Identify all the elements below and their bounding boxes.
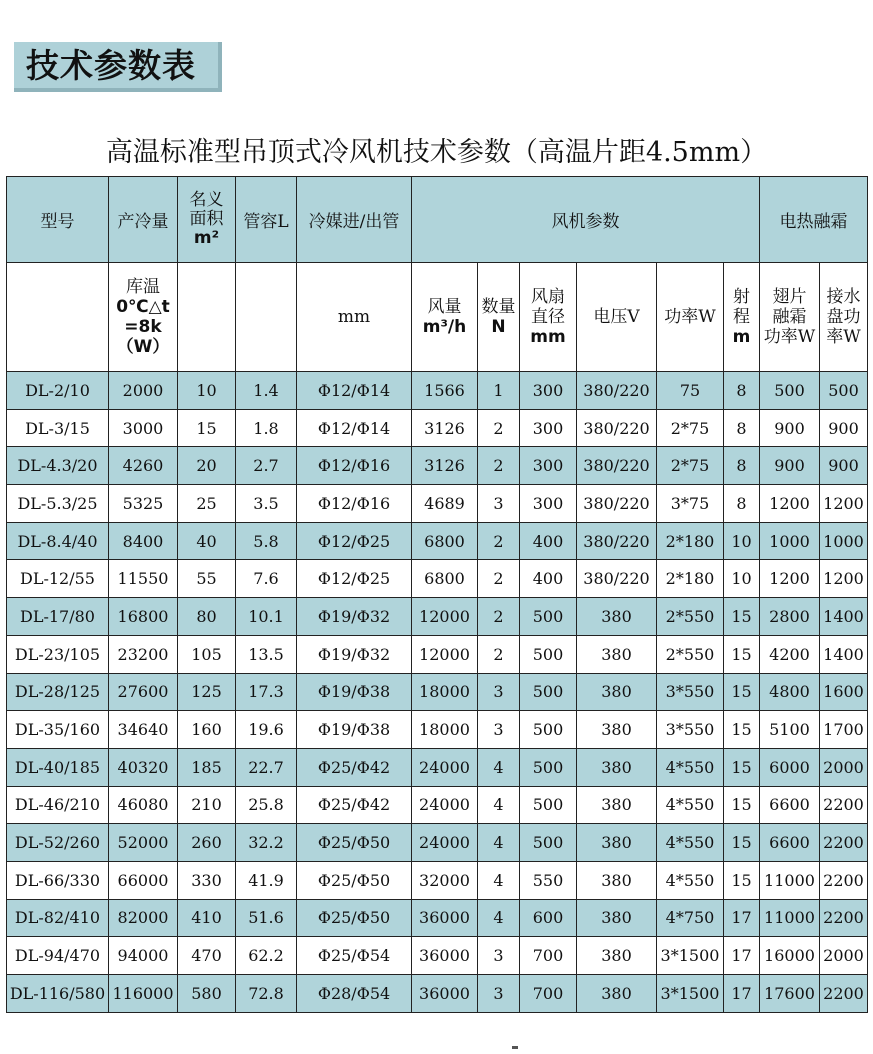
cell-model: DL-116/580: [7, 975, 109, 1013]
cell-voltage: 380: [577, 635, 657, 673]
cell-cooling: 27600: [109, 673, 178, 711]
cell-throw: 17: [724, 937, 760, 975]
cell-power: 2*75: [657, 409, 724, 447]
cell-volume: 51.6: [236, 899, 297, 937]
cell-area: 20: [178, 447, 236, 485]
cell-throw: 15: [724, 786, 760, 824]
header-volume: 管容L: [236, 177, 297, 263]
table-row: [7, 673, 868, 711]
header-area-line2: 面积: [189, 209, 224, 229]
cell-throw: 17: [724, 899, 760, 937]
cell-airflow: 12000: [412, 635, 478, 673]
cell-voltage: 380/220: [577, 485, 657, 523]
cell-count: 2: [478, 560, 520, 598]
cell-count: 3: [478, 937, 520, 975]
cell-tray-power: 2000: [820, 748, 868, 786]
cell-count: 1: [478, 372, 520, 410]
cell-power: 3*550: [657, 711, 724, 749]
subheader-tray-line3: 率W: [826, 327, 861, 347]
header-row-main: [7, 177, 868, 263]
cell-tray-power: 2200: [820, 824, 868, 862]
subheader-dia-line1: 风扇: [531, 287, 565, 307]
cell-model: DL-40/185: [7, 748, 109, 786]
cell-model: DL-94/470: [7, 937, 109, 975]
cell-throw: 15: [724, 748, 760, 786]
cell-voltage: 380: [577, 711, 657, 749]
cell-fin-defrost: 1000: [760, 522, 820, 560]
subheader-fan-diameter: [520, 263, 577, 372]
cell-voltage: 380: [577, 786, 657, 824]
subheader-airflow-line1: 风量: [427, 297, 462, 317]
cell-cooling: 34640: [109, 711, 178, 749]
cell-fan-diameter: 500: [520, 786, 577, 824]
cell-pipe: Φ25/Φ50: [297, 824, 412, 862]
cell-model: DL-5.3/25: [7, 485, 109, 523]
cell-model: DL-52/260: [7, 824, 109, 862]
cell-fin-defrost: 5100: [760, 711, 820, 749]
cell-throw: 15: [724, 711, 760, 749]
subheader-throw: [724, 263, 760, 372]
cell-model: DL-82/410: [7, 899, 109, 937]
cell-count: 4: [478, 899, 520, 937]
cell-airflow: 32000: [412, 861, 478, 899]
cell-fin-defrost: 4800: [760, 673, 820, 711]
cell-cooling: 116000: [109, 975, 178, 1013]
subheader-tray-line2: 盘功: [826, 307, 861, 327]
cell-voltage: 380/220: [577, 372, 657, 410]
cell-airflow: 18000: [412, 711, 478, 749]
cell-airflow: 36000: [412, 937, 478, 975]
cell-area: 185: [178, 748, 236, 786]
cell-power: 4*550: [657, 748, 724, 786]
cell-cooling: 11550: [109, 560, 178, 598]
cell-fin-defrost: 11000: [760, 899, 820, 937]
cell-tray-power: 2200: [820, 899, 868, 937]
header-pipe: 冷媒进/出管: [297, 177, 412, 263]
cell-fan-diameter: 700: [520, 975, 577, 1013]
header-model: 型号: [7, 177, 109, 263]
table-row: [7, 485, 868, 523]
cell-throw: 10: [724, 560, 760, 598]
cell-fin-defrost: 2800: [760, 598, 820, 636]
table-row: [7, 447, 868, 485]
cell-fin-defrost: 6600: [760, 786, 820, 824]
cell-model: DL-3/15: [7, 409, 109, 447]
subheader-airflow: [412, 263, 478, 372]
cell-fan-diameter: 600: [520, 899, 577, 937]
cell-fin-defrost: 1200: [760, 560, 820, 598]
cell-pipe: Φ25/Φ42: [297, 786, 412, 824]
subheader-throw-line2: 程: [733, 307, 750, 327]
cell-pipe: Φ12/Φ16: [297, 485, 412, 523]
cell-fan-diameter: 550: [520, 861, 577, 899]
cell-pipe: Φ19/Φ38: [297, 711, 412, 749]
cell-voltage: 380: [577, 673, 657, 711]
cell-fan-diameter: 500: [520, 598, 577, 636]
cell-model: DL-23/105: [7, 635, 109, 673]
subheader-airflow-line2: m³/h: [422, 317, 467, 337]
table-row: [7, 748, 868, 786]
cell-tray-power: 2200: [820, 975, 868, 1013]
cell-area: 55: [178, 560, 236, 598]
cell-throw: 17: [724, 975, 760, 1013]
cell-voltage: 380/220: [577, 522, 657, 560]
cell-area: 160: [178, 711, 236, 749]
subheader-cooling-line4: （W）: [116, 337, 170, 357]
cell-throw: 8: [724, 409, 760, 447]
cell-fin-defrost: 4200: [760, 635, 820, 673]
cell-fan-diameter: 500: [520, 748, 577, 786]
subheader-cooling-line2: 0℃△t: [116, 297, 170, 317]
header-cooling: 产冷量: [109, 177, 178, 263]
cell-count: 2: [478, 409, 520, 447]
cell-cooling: 8400: [109, 522, 178, 560]
cell-model: DL-8.4/40: [7, 522, 109, 560]
cell-fan-diameter: 500: [520, 673, 577, 711]
cell-power: 3*550: [657, 673, 724, 711]
cell-model: DL-17/80: [7, 598, 109, 636]
cell-cooling: 5325: [109, 485, 178, 523]
cell-fan-diameter: 500: [520, 635, 577, 673]
cell-power: 2*180: [657, 522, 724, 560]
subheader-power: 功率W: [657, 263, 724, 372]
subheader-voltage: 电压V: [577, 263, 657, 372]
cell-volume: 41.9: [236, 861, 297, 899]
table-row: [7, 861, 868, 899]
subheader-count: [478, 263, 520, 372]
decorative-mark: [512, 1046, 518, 1049]
cell-area: 210: [178, 786, 236, 824]
cell-airflow: 12000: [412, 598, 478, 636]
cell-count: 2: [478, 635, 520, 673]
cell-throw: 15: [724, 635, 760, 673]
cell-fan-diameter: 500: [520, 824, 577, 862]
cell-power: 2*180: [657, 560, 724, 598]
spec-table: [6, 176, 868, 1013]
cell-volume: 25.8: [236, 786, 297, 824]
cell-fin-defrost: 6600: [760, 824, 820, 862]
cell-voltage: 380/220: [577, 560, 657, 598]
cell-tray-power: 2200: [820, 786, 868, 824]
cell-area: 125: [178, 673, 236, 711]
cell-throw: 10: [724, 522, 760, 560]
cell-voltage: 380: [577, 937, 657, 975]
cell-volume: 72.8: [236, 975, 297, 1013]
cell-count: 2: [478, 447, 520, 485]
cell-power: 3*75: [657, 485, 724, 523]
cell-area: 15: [178, 409, 236, 447]
cell-model: DL-28/125: [7, 673, 109, 711]
cell-fin-defrost: 17600: [760, 975, 820, 1013]
cell-area: 40: [178, 522, 236, 560]
cell-fan-diameter: 300: [520, 485, 577, 523]
cell-tray-power: 1600: [820, 673, 868, 711]
cell-cooling: 40320: [109, 748, 178, 786]
cell-tray-power: 2000: [820, 937, 868, 975]
cell-volume: 5.8: [236, 522, 297, 560]
cell-area: 580: [178, 975, 236, 1013]
cell-airflow: 24000: [412, 748, 478, 786]
cell-airflow: 6800: [412, 560, 478, 598]
cell-airflow: 4689: [412, 485, 478, 523]
cell-pipe: Φ12/Φ14: [297, 372, 412, 410]
cell-fan-diameter: 500: [520, 711, 577, 749]
cell-volume: 10.1: [236, 598, 297, 636]
subheader-tray-line1: 接水: [826, 287, 861, 307]
cell-cooling: 4260: [109, 447, 178, 485]
cell-cooling: 82000: [109, 899, 178, 937]
cell-model: DL-4.3/20: [7, 447, 109, 485]
cell-pipe: Φ28/Φ54: [297, 975, 412, 1013]
subheader-model: [7, 263, 109, 372]
cell-volume: 22.7: [236, 748, 297, 786]
cell-volume: 17.3: [236, 673, 297, 711]
cell-throw: 8: [724, 447, 760, 485]
cell-power: 2*75: [657, 447, 724, 485]
cell-area: 105: [178, 635, 236, 673]
cell-airflow: 3126: [412, 409, 478, 447]
cell-cooling: 52000: [109, 824, 178, 862]
cell-voltage: 380: [577, 861, 657, 899]
cell-power: 3*1500: [657, 975, 724, 1013]
cell-fan-diameter: 300: [520, 447, 577, 485]
table-row: [7, 409, 868, 447]
table-row: [7, 598, 868, 636]
cell-pipe: Φ25/Φ50: [297, 899, 412, 937]
subheader-cooling-line1: 库温: [126, 277, 160, 297]
cell-model: DL-2/10: [7, 372, 109, 410]
cell-pipe: Φ25/Φ42: [297, 748, 412, 786]
cell-fan-diameter: 400: [520, 560, 577, 598]
table-row: [7, 824, 868, 862]
cell-fan-diameter: 300: [520, 372, 577, 410]
cell-tray-power: 1400: [820, 598, 868, 636]
cell-tray-power: 1000: [820, 522, 868, 560]
cell-airflow: 1566: [412, 372, 478, 410]
header-defrost: 电热融霜: [760, 177, 868, 263]
cell-power: 4*550: [657, 824, 724, 862]
subheader-cooling-line3: =8k: [124, 317, 162, 337]
table-row: [7, 635, 868, 673]
cell-throw: 15: [724, 861, 760, 899]
table-row: [7, 786, 868, 824]
cell-fan-diameter: 400: [520, 522, 577, 560]
subheader-dia-line2: 直径: [531, 307, 565, 327]
subheader-dia-line3: mm: [530, 327, 566, 347]
subheader-tray-power: [820, 263, 868, 372]
table-row: [7, 522, 868, 560]
cell-pipe: Φ12/Φ16: [297, 447, 412, 485]
cell-count: 4: [478, 861, 520, 899]
subheader-fin-line2: 融霜: [772, 307, 807, 327]
cell-area: 330: [178, 861, 236, 899]
cell-cooling: 46080: [109, 786, 178, 824]
cell-count: 3: [478, 485, 520, 523]
subheader-cooling: [109, 263, 178, 372]
cell-volume: 32.2: [236, 824, 297, 862]
cell-area: 260: [178, 824, 236, 862]
cell-airflow: 18000: [412, 673, 478, 711]
cell-pipe: Φ19/Φ32: [297, 635, 412, 673]
cell-volume: 2.7: [236, 447, 297, 485]
cell-cooling: 3000: [109, 409, 178, 447]
cell-fan-diameter: 300: [520, 409, 577, 447]
subheader-count-line1: 数量: [481, 297, 516, 317]
cell-count: 2: [478, 598, 520, 636]
cell-tray-power: 900: [820, 447, 868, 485]
cell-power: 75: [657, 372, 724, 410]
cell-fin-defrost: 900: [760, 447, 820, 485]
cell-cooling: 94000: [109, 937, 178, 975]
cell-count: 4: [478, 824, 520, 862]
cell-pipe: Φ25/Φ50: [297, 861, 412, 899]
cell-volume: 1.8: [236, 409, 297, 447]
cell-throw: 15: [724, 598, 760, 636]
cell-voltage: 380: [577, 975, 657, 1013]
cell-area: 410: [178, 899, 236, 937]
cell-throw: 8: [724, 485, 760, 523]
cell-airflow: 3126: [412, 447, 478, 485]
cell-throw: 15: [724, 824, 760, 862]
header-area: [178, 177, 236, 263]
subheader-pipe-unit: mm: [297, 263, 412, 372]
cell-airflow: 6800: [412, 522, 478, 560]
cell-model: DL-35/160: [7, 711, 109, 749]
cell-tray-power: 500: [820, 372, 868, 410]
cell-voltage: 380: [577, 899, 657, 937]
cell-model: DL-12/55: [7, 560, 109, 598]
subheader-fin-line3: 功率W: [763, 327, 816, 347]
cell-voltage: 380/220: [577, 447, 657, 485]
cell-fin-defrost: 11000: [760, 861, 820, 899]
cell-volume: 62.2: [236, 937, 297, 975]
cell-count: 4: [478, 748, 520, 786]
subheader-volume: [236, 263, 297, 372]
cell-cooling: 16800: [109, 598, 178, 636]
cell-count: 3: [478, 673, 520, 711]
cell-voltage: 380: [577, 824, 657, 862]
subheader-count-line2: N: [491, 317, 506, 337]
cell-airflow: 36000: [412, 975, 478, 1013]
subheader-fin-line1: 翅片: [772, 287, 807, 307]
cell-fin-defrost: 1200: [760, 485, 820, 523]
cell-airflow: 24000: [412, 786, 478, 824]
header-row-sub: [7, 263, 868, 372]
header-area-line1: 名义: [189, 190, 224, 210]
subheader-throw-line1: 射: [733, 287, 750, 307]
cell-count: 2: [478, 522, 520, 560]
table-row: [7, 899, 868, 937]
cell-fan-diameter: 700: [520, 937, 577, 975]
cell-voltage: 380/220: [577, 409, 657, 447]
cell-tray-power: 1200: [820, 485, 868, 523]
subheader-fin-defrost: [760, 263, 820, 372]
cell-pipe: Φ12/Φ14: [297, 409, 412, 447]
cell-count: 3: [478, 975, 520, 1013]
cell-cooling: 23200: [109, 635, 178, 673]
cell-pipe: Φ12/Φ25: [297, 522, 412, 560]
cell-model: DL-46/210: [7, 786, 109, 824]
table-row: [7, 937, 868, 975]
cell-tray-power: 1400: [820, 635, 868, 673]
cell-area: 10: [178, 372, 236, 410]
cell-power: 4*550: [657, 786, 724, 824]
header-fan-params: 风机参数: [412, 177, 760, 263]
cell-throw: 8: [724, 372, 760, 410]
cell-fin-defrost: 500: [760, 372, 820, 410]
cell-power: 4*550: [657, 861, 724, 899]
cell-volume: 1.4: [236, 372, 297, 410]
table-row: [7, 372, 868, 410]
cell-cooling: 66000: [109, 861, 178, 899]
cell-airflow: 36000: [412, 899, 478, 937]
cell-power: 3*1500: [657, 937, 724, 975]
cell-pipe: Φ12/Φ25: [297, 560, 412, 598]
cell-fin-defrost: 900: [760, 409, 820, 447]
cell-model: DL-66/330: [7, 861, 109, 899]
cell-power: 4*750: [657, 899, 724, 937]
cell-pipe: Φ19/Φ38: [297, 673, 412, 711]
cell-area: 470: [178, 937, 236, 975]
table-row: [7, 560, 868, 598]
cell-count: 3: [478, 711, 520, 749]
header-area-line3: m²: [193, 228, 220, 248]
cell-count: 4: [478, 786, 520, 824]
cell-power: 2*550: [657, 598, 724, 636]
subheader-throw-line3: m: [732, 327, 751, 347]
cell-throw: 15: [724, 673, 760, 711]
cell-fin-defrost: 6000: [760, 748, 820, 786]
cell-tray-power: 1200: [820, 560, 868, 598]
cell-volume: 3.5: [236, 485, 297, 523]
table-row: [7, 711, 868, 749]
cell-power: 2*550: [657, 635, 724, 673]
cell-cooling: 2000: [109, 372, 178, 410]
cell-volume: 19.6: [236, 711, 297, 749]
cell-tray-power: 1700: [820, 711, 868, 749]
table-row: [7, 975, 868, 1013]
cell-volume: 7.6: [236, 560, 297, 598]
cell-fin-defrost: 16000: [760, 937, 820, 975]
cell-tray-power: 2200: [820, 861, 868, 899]
table-title: 高温标准型吊顶式冷风机技术参数（高温片距4.5mm）: [105, 137, 768, 168]
subheader-area: [178, 263, 236, 372]
cell-voltage: 380: [577, 598, 657, 636]
cell-tray-power: 900: [820, 409, 868, 447]
cell-volume: 13.5: [236, 635, 297, 673]
cell-area: 80: [178, 598, 236, 636]
cell-area: 25: [178, 485, 236, 523]
cell-voltage: 380: [577, 748, 657, 786]
cell-pipe: Φ25/Φ54: [297, 937, 412, 975]
section-badge: 技术参数表: [14, 42, 222, 92]
cell-pipe: Φ19/Φ32: [297, 598, 412, 636]
cell-airflow: 24000: [412, 824, 478, 862]
